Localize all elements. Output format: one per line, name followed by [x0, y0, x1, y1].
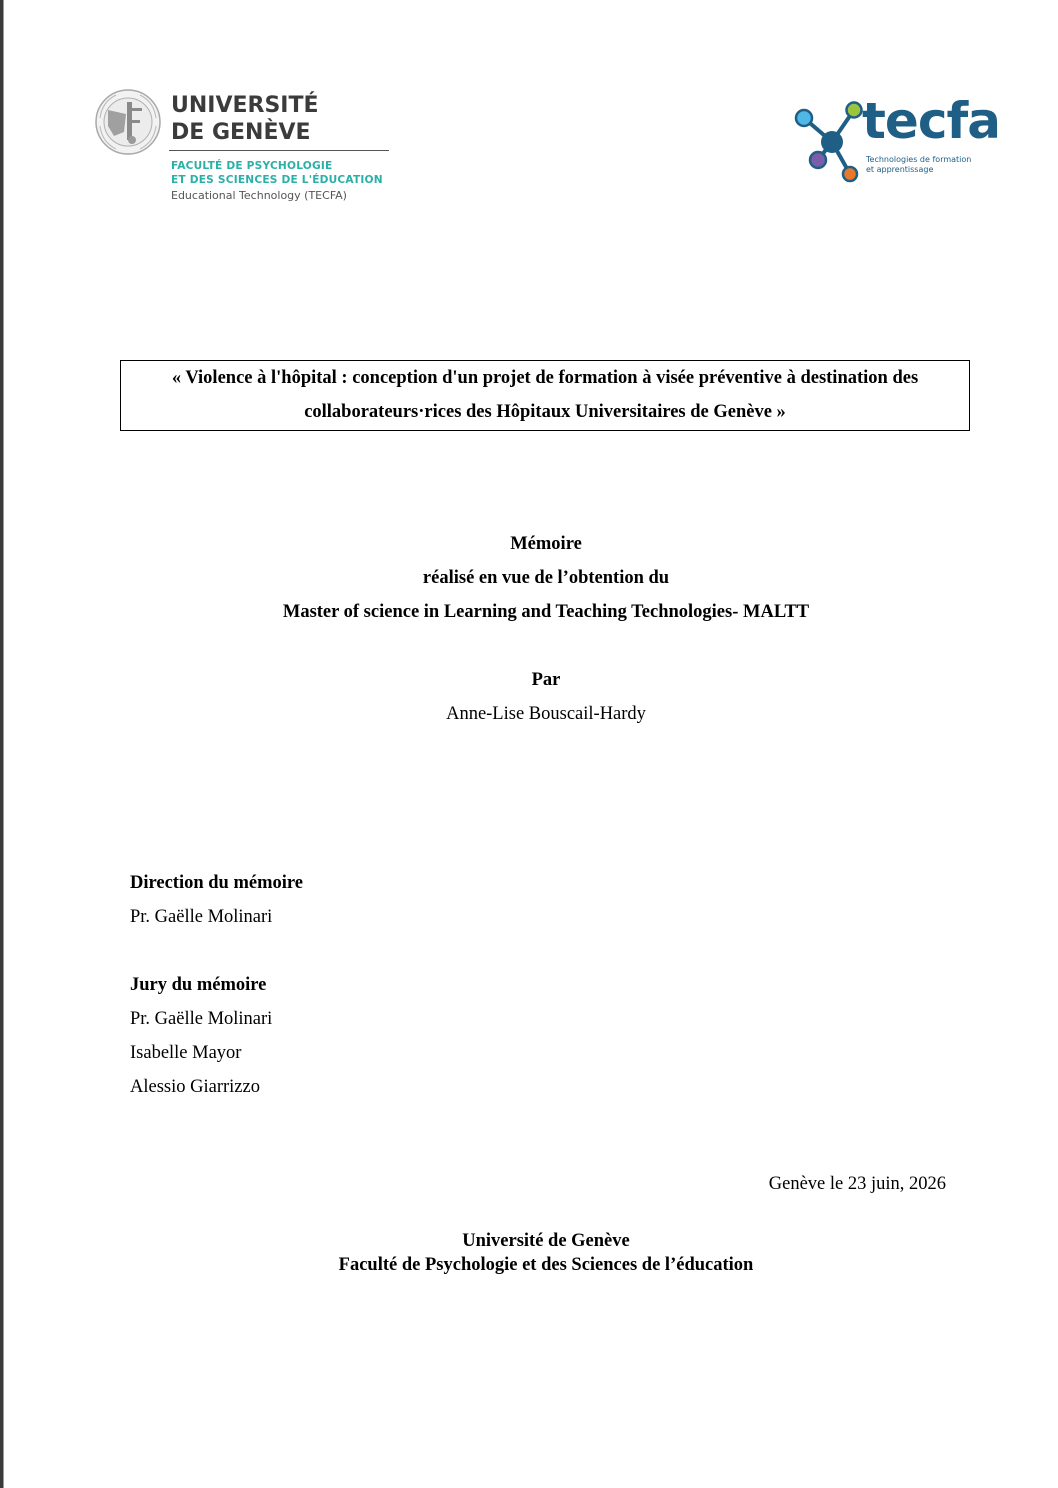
jury-member: Pr. Gaëlle Molinari: [130, 1009, 273, 1029]
jury-section: [130, 968, 272, 1104]
author-name: Anne-Lise Bouscail-Hardy: [446, 704, 646, 724]
thesis-degree: Master of science in Learning and Teaching Technologies- MALTT: [282, 602, 810, 622]
direction-section: [130, 866, 303, 934]
tecfa-logo: [792, 92, 1000, 186]
thesis-title-line2: collaborateurs·rices des Hôpitaux Universitaires de Genève »: [304, 402, 786, 422]
date-line: Genève le 23 juin, 2026: [768, 1174, 946, 1194]
author-by-label: Par: [531, 670, 561, 690]
tecfa-wordmark: tecfa: [862, 92, 1000, 150]
unige-name: [171, 92, 319, 146]
thesis-purpose: réalisé en vue de l’obtention du: [422, 568, 670, 588]
unige-department: Educational Technology (TECFA): [171, 189, 347, 202]
tagline-line2: et apprentissage: [866, 165, 934, 174]
jury-heading: Jury du mémoire: [130, 975, 267, 995]
unige-name-line1: UNIVERSITÉ: [171, 93, 319, 118]
jury-member: Isabelle Mayor: [130, 1043, 242, 1063]
faculty-line1: FACULTÉ DE PSYCHOLOGIE: [171, 160, 333, 172]
direction-member: Pr. Gaëlle Molinari: [130, 907, 273, 927]
faculty-line2: ET DES SCIENCES DE L'ÉDUCATION: [171, 174, 383, 186]
unige-seal-icon: [94, 88, 162, 156]
direction-heading: Direction du mémoire: [130, 873, 303, 893]
unige-faculty: [171, 159, 383, 187]
thesis-type: Mémoire: [510, 534, 582, 554]
unige-divider: [169, 150, 389, 151]
thesis-title-line1: « Violence à l'hôpital : conception d'un projet de formation à visée préventive à destination des: [171, 368, 919, 388]
tecfa-tagline: [866, 155, 971, 175]
tecfa-network-icon: [792, 96, 870, 184]
unige-name-line2: DE GENÈVE: [171, 120, 311, 145]
thesis-title-box: [120, 360, 970, 431]
unige-logo: [94, 86, 394, 211]
tagline-line1: Technologies de formation: [866, 155, 972, 164]
jury-member: Alessio Giarrizzo: [130, 1077, 260, 1097]
footer-university: Université de Genève: [462, 1231, 630, 1251]
footer-faculty: Faculté de Psychologie et des Sciences de l’éducation: [338, 1255, 754, 1275]
